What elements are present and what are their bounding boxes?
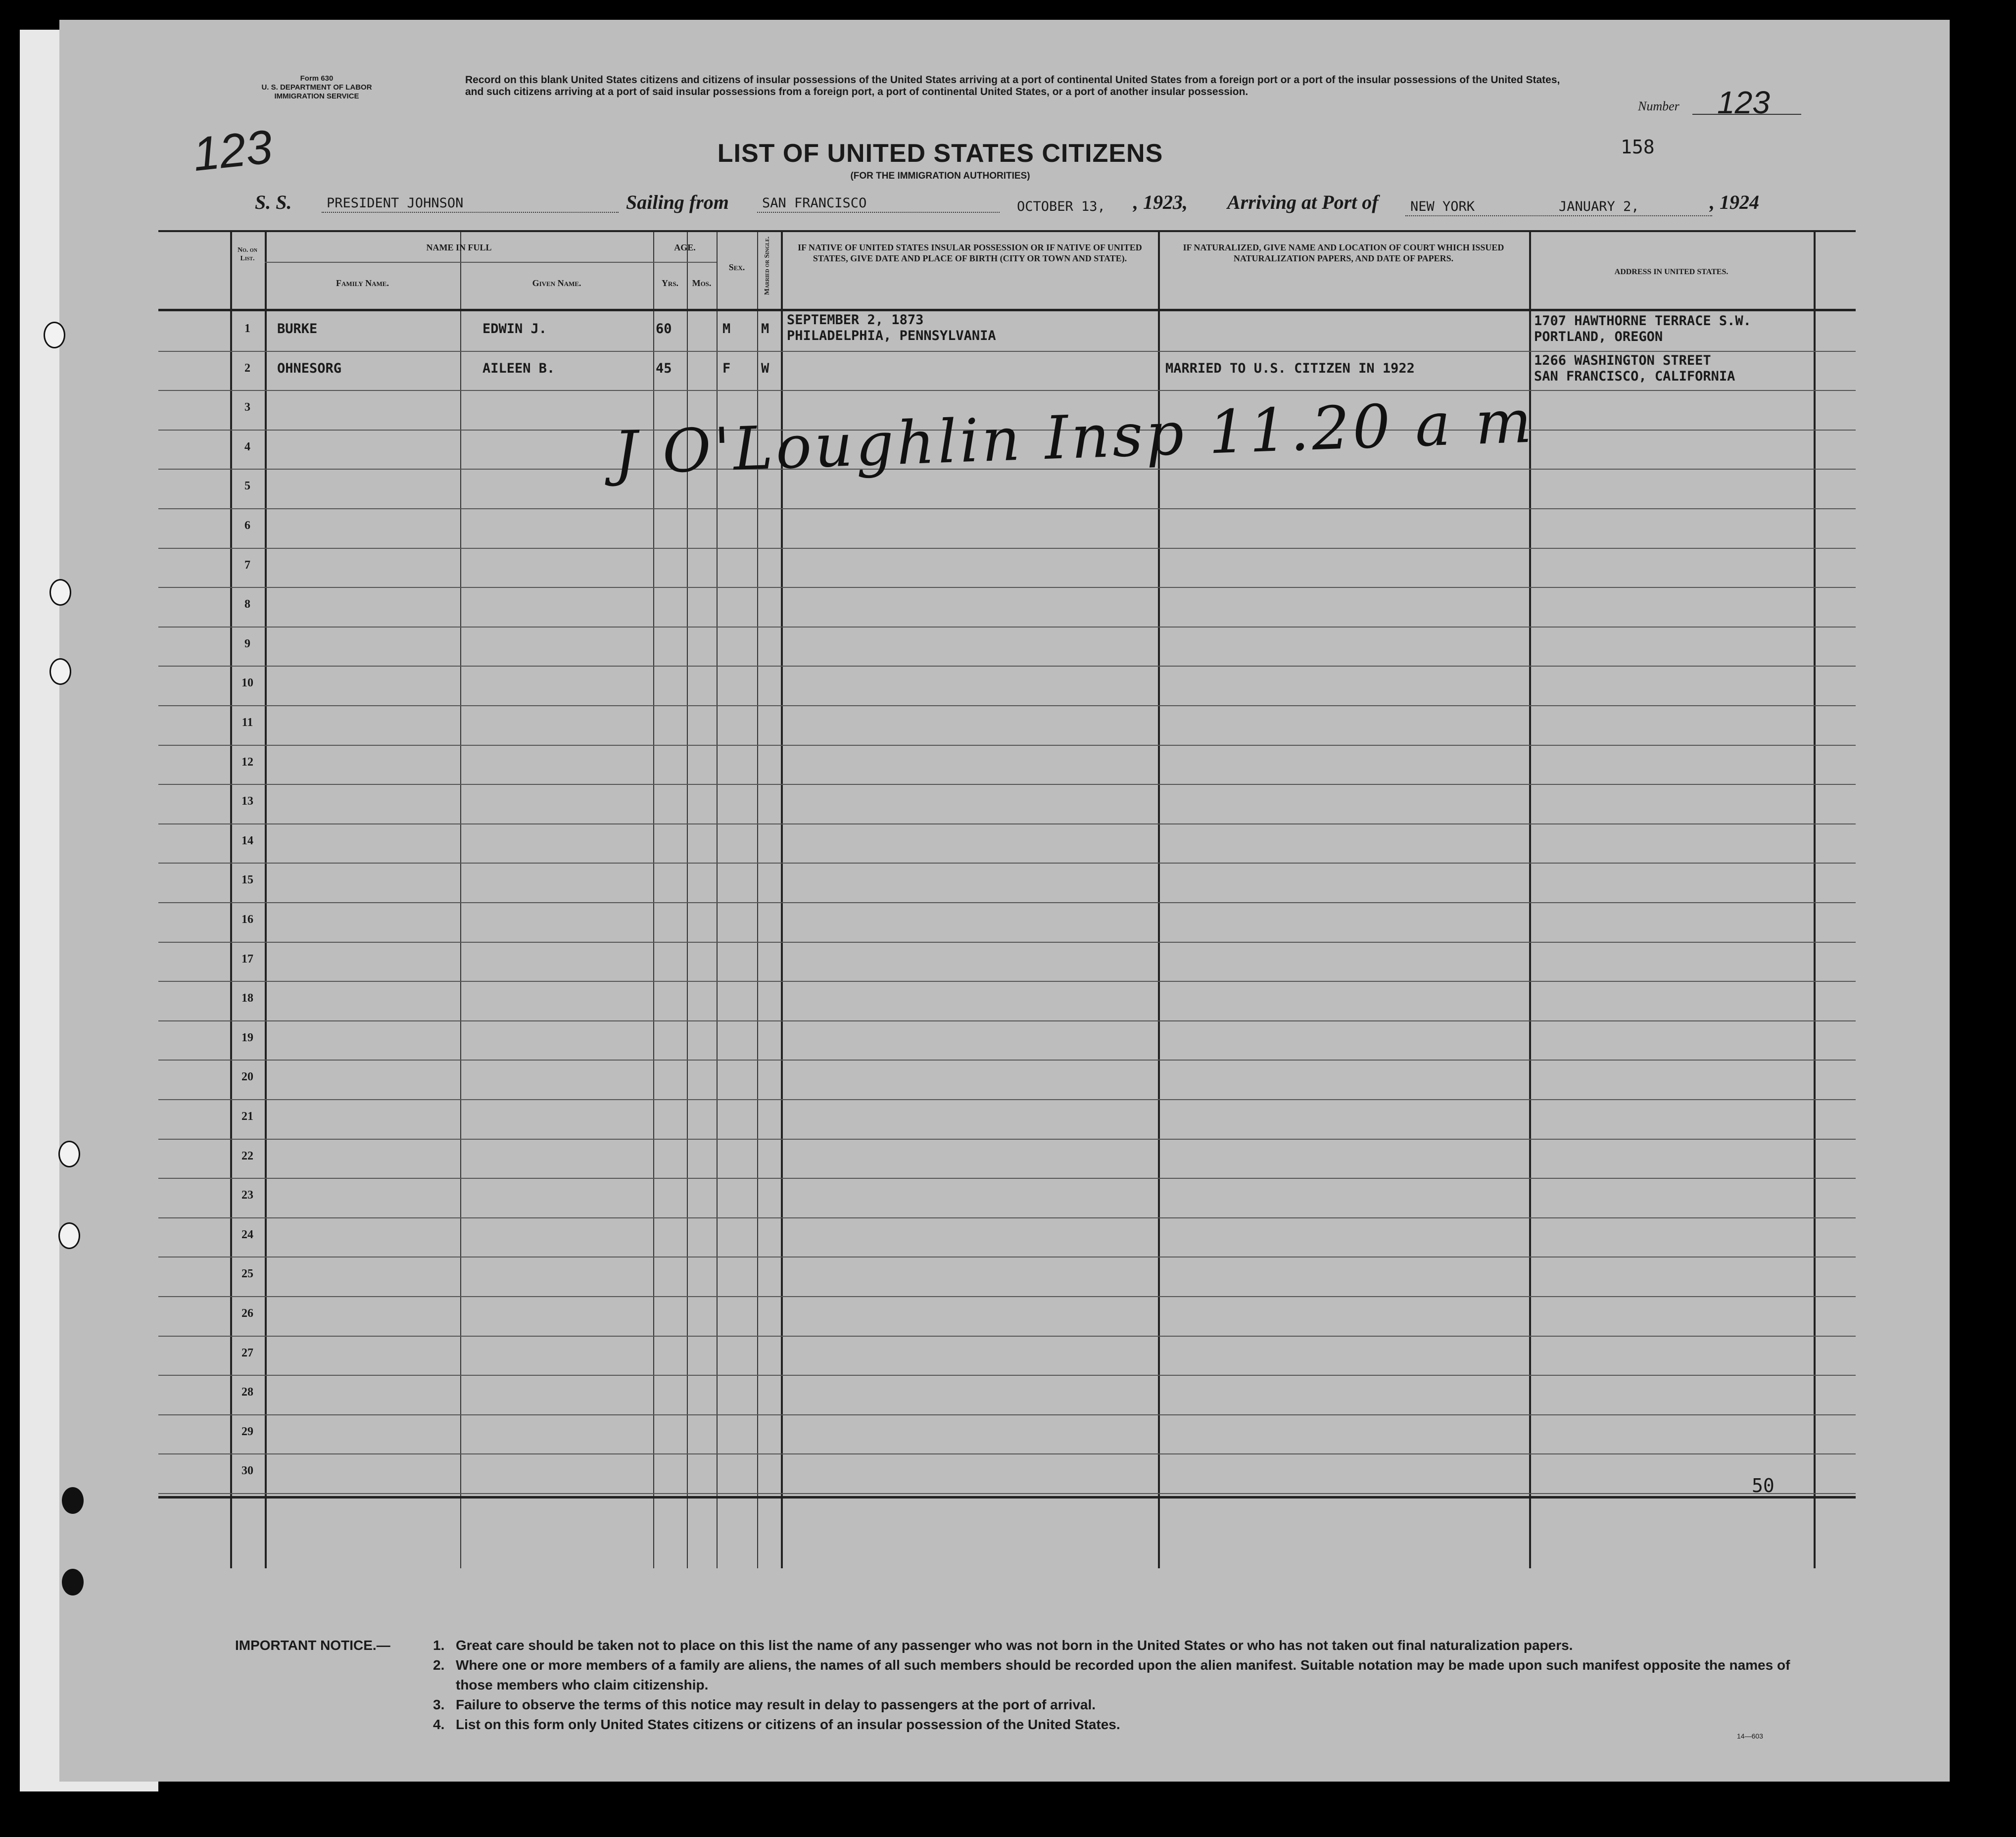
cell-address2: PORTLAND, OREGON (1534, 329, 1663, 344)
header-divider (653, 262, 717, 263)
row-rule (158, 1020, 1856, 1021)
row-rule (158, 548, 1856, 549)
row-number: 2 (244, 361, 250, 375)
punch-hole (49, 579, 71, 606)
cell-address1: 1266 WASHINGTON STREET (1534, 352, 1711, 368)
department-name: U. S. DEPARTMENT OF LABOR (261, 83, 372, 92)
row-number: 15 (241, 873, 253, 887)
row-number: 21 (241, 1110, 253, 1123)
row-number: 9 (244, 637, 250, 650)
row-number: 11 (241, 716, 253, 729)
row-number: 17 (241, 952, 253, 966)
row-rule (158, 1336, 1856, 1337)
row-rule (158, 1178, 1856, 1179)
form-code: 14—603 (1737, 1732, 1763, 1740)
row-rule (158, 1139, 1856, 1140)
row-number: 18 (241, 992, 253, 1005)
column-header-married: Married or Single. (764, 236, 771, 295)
cell-birth-place: PHILADELPHIA, PENNSYLVANIA (787, 328, 996, 343)
row-rule (158, 666, 1856, 667)
ship-underline (322, 212, 619, 213)
notice-item-text: Where one or more members of a family are aliens, the names of all such members should be recorded upon the alien manifest. Suitable notation may be made upon such manifest opposite the names of those members who claim citizenship. (456, 1657, 1790, 1692)
header-bottom-rule (158, 309, 1856, 311)
row-number: 8 (244, 598, 250, 611)
arrival-underline (1405, 215, 1712, 216)
column-divider (1814, 232, 1816, 1568)
departure-port: SAN FRANCISCO (762, 195, 867, 211)
row-rule (158, 981, 1856, 982)
cell-married: M (761, 321, 769, 337)
row-number: 20 (241, 1070, 253, 1084)
number-label: Number (1638, 99, 1680, 113)
row-number: 27 (241, 1346, 253, 1359)
notice-item (433, 1715, 1819, 1735)
form-identification (198, 74, 435, 101)
cell-birth-date: SEPTEMBER 2, 1873 (787, 312, 924, 328)
stamp-number: 158 (1621, 136, 1655, 158)
notice-item-text: List on this form only United States citizens or citizens of an insular possession of the United States. (456, 1717, 1120, 1732)
handwritten-corner-number: 123 (190, 120, 275, 182)
column-header-mos: Mos. (692, 278, 712, 288)
form-instructions: Record on this blank United States citizens and citizens of insular possessions of the United States arriving at a port of continental United States from a foreign port or a port of the insular possessions of the United States, and such citizens arriving at a port of said insular possessions from a foreign port, a port of continental United States, or a port of another insular possession. (465, 74, 1560, 97)
row-number: 7 (244, 558, 250, 572)
notice-item-number: 3. (433, 1697, 445, 1712)
notice-item-number: 2. (433, 1657, 445, 1673)
arrival-port: NEW YORK (1410, 199, 1475, 214)
service-name: IMMIGRATION SERVICE (274, 92, 359, 100)
column-divider (265, 232, 267, 1568)
cell-family: BURKE (277, 321, 318, 337)
row-number: 30 (241, 1464, 253, 1478)
punch-hole (62, 1487, 84, 1514)
notice-item-text: Failure to observe the terms of this notice may result in delay to passengers at the port of arrival. (456, 1697, 1096, 1712)
notice-items (433, 1636, 1819, 1735)
notice-item-number: 4. (433, 1717, 445, 1732)
notice-item-text: Great care should be taken not to place on this list the name of any passenger who was not born in the United States or who has not taken out final naturalization papers. (456, 1638, 1573, 1653)
row-rule (158, 942, 1856, 943)
cell-married: W (761, 360, 769, 376)
row-rule (158, 351, 1856, 352)
cell-given: EDWIN J. (482, 321, 547, 337)
cell-yrs: 45 (656, 360, 672, 376)
row-number: 29 (241, 1425, 253, 1438)
sailing-date: OCTOBER 13, (1017, 199, 1105, 214)
row-rule (158, 1060, 1856, 1061)
page-subtitle: (FOR THE IMMIGRATION AUTHORITIES) (850, 171, 1030, 181)
punch-hole (49, 658, 71, 685)
column-header-age: AGE. (674, 242, 696, 252)
row-rule (158, 1375, 1856, 1376)
punch-hole (62, 1569, 84, 1595)
row-number: 28 (241, 1386, 253, 1399)
column-header-no: No. on List. (238, 246, 257, 262)
row-number: 12 (241, 755, 253, 769)
arrival-year: , 1924 (1710, 191, 1759, 213)
row-number: 13 (241, 795, 253, 808)
column-header-given: Given Name. (532, 278, 581, 288)
punch-hole (44, 322, 65, 348)
cell-family: OHNESORG (277, 360, 342, 376)
row-rule (158, 587, 1856, 588)
row-number: 6 (244, 519, 250, 532)
column-header-naturalized: IF NATURALIZED, GIVE NAME AND LOCATION OF COURT WHICH ISSUED NATURALIZATION PAPERS, AND DATE OF PAPERS. (1183, 242, 1504, 263)
row-rule (158, 1099, 1856, 1100)
ss-label: S. S. (255, 191, 292, 213)
cell-naturalized: MARRIED TO U.S. CITIZEN IN 1922 (1165, 360, 1415, 376)
row-number: 3 (244, 401, 250, 414)
cell-address2: SAN FRANCISCO, CALIFORNIA (1534, 368, 1735, 384)
row-number: 19 (241, 1031, 253, 1044)
row-rule (158, 784, 1856, 785)
notice-item (433, 1636, 1819, 1655)
row-rule (158, 508, 1856, 509)
page-note: 50 (1752, 1475, 1775, 1497)
form-number: Form 630 (300, 74, 334, 83)
arrival-date: JANUARY 2, (1559, 199, 1639, 214)
punch-hole (58, 1222, 80, 1249)
column-header-address: ADDRESS IN UNITED STATES. (1614, 268, 1728, 276)
cell-yrs: 60 (656, 321, 672, 337)
cell-given: AILEEN B. (482, 360, 555, 376)
row-rule (158, 1453, 1856, 1454)
row-number: 26 (241, 1307, 253, 1320)
row-number: 23 (241, 1189, 253, 1202)
row-rule (158, 1217, 1856, 1218)
departure-underline (757, 212, 1000, 213)
row-rule (158, 823, 1856, 824)
sailing-label: Sailing from (626, 191, 729, 213)
row-rule (158, 1493, 1856, 1494)
column-header-native: IF NATIVE OF UNITED STATES INSULAR POSSESSION OR IF NATIVE OF UNITED STATES, GIVE DATE AND PLACE OF BIRTH (CITY OR TOWN AND STATE). (798, 242, 1142, 263)
row-rule (158, 863, 1856, 864)
list-number: 123 (1717, 85, 1770, 120)
notice-item-number: 1. (433, 1638, 445, 1653)
row-number: 5 (244, 480, 250, 493)
column-divider (460, 232, 461, 1568)
row-number: 4 (244, 440, 250, 453)
column-header-sex: Sex. (728, 262, 745, 272)
row-number: 22 (241, 1149, 253, 1162)
row-number: 24 (241, 1228, 253, 1241)
notice-heading: IMPORTANT NOTICE.— (235, 1638, 390, 1653)
row-number: 1 (244, 322, 250, 335)
table-bottom-rule (158, 1496, 1856, 1499)
cell-sex: M (722, 321, 731, 337)
column-header-name: NAME IN FULL (426, 242, 492, 252)
cell-sex: F (722, 360, 731, 376)
notice-item (433, 1655, 1819, 1695)
row-number: 10 (241, 677, 253, 690)
column-header-yrs: Yrs. (661, 278, 679, 288)
row-rule (158, 1414, 1856, 1415)
row-number: 16 (241, 913, 253, 926)
page-title: LIST OF UNITED STATES CITIZENS (717, 139, 1163, 168)
inspector-signature: J O'Loughlin Insp 11.20 a m (613, 387, 1536, 488)
row-rule (158, 705, 1856, 706)
ship-name: PRESIDENT JOHNSON (327, 195, 464, 211)
cell-address1: 1707 HAWTHORNE TERRACE S.W. (1534, 313, 1751, 329)
row-number: 14 (241, 834, 253, 847)
notice-item (433, 1695, 1819, 1715)
row-rule (158, 390, 1856, 391)
arriving-label: Arriving at Port of (1227, 191, 1379, 213)
row-rule (158, 1296, 1856, 1297)
punch-hole (58, 1141, 80, 1167)
column-header-family: Family Name. (336, 278, 389, 288)
header-divider (265, 262, 658, 263)
sailing-year: , 1923, (1133, 191, 1188, 213)
row-rule (158, 902, 1856, 903)
column-divider (230, 232, 232, 1568)
row-number: 25 (241, 1267, 253, 1281)
row-rule (158, 627, 1856, 628)
row-rule (158, 745, 1856, 746)
